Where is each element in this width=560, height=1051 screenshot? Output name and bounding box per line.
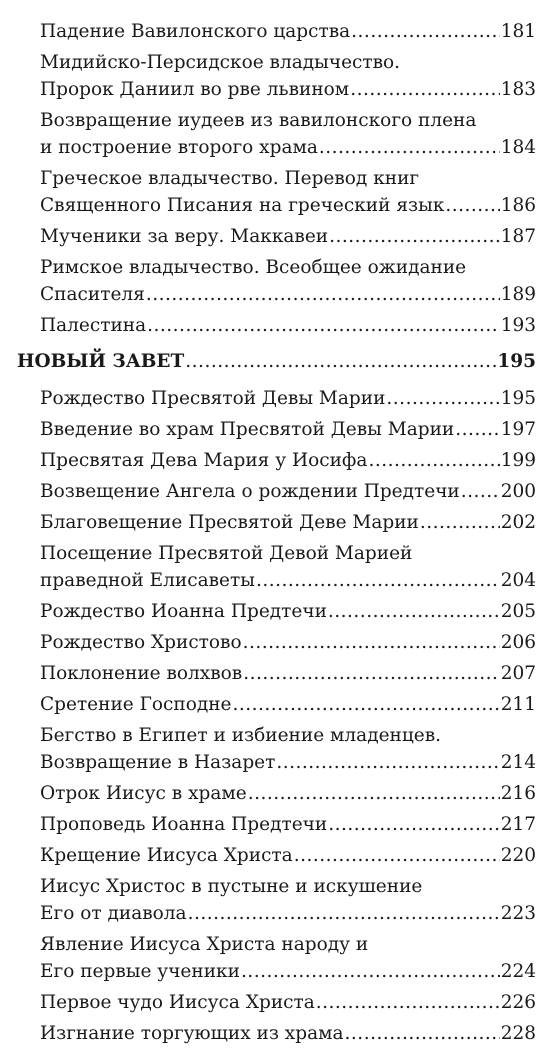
- toc-entry[interactable]: [0, 660, 560, 687]
- toc-entry-title-line: Рождество Иоанна Предтечи: [40, 601, 327, 622]
- toc-entry-title-line: Благовещение Пресвятой Деве Марии: [40, 512, 419, 533]
- toc-entry-title-line: Греческое владычество. Перевод книг: [40, 168, 420, 189]
- dot-leader: [329, 223, 500, 250]
- toc-entry-title-line: НОВЫЙ ЗАВЕТ: [17, 351, 185, 372]
- dot-leader: [147, 312, 500, 339]
- toc-entry-title-line: Рождество Пресвятой Девы Марии: [40, 388, 386, 409]
- toc-entry-title-line: Сретение Господне: [40, 694, 232, 715]
- toc-page-number: 228: [500, 1023, 536, 1044]
- dot-leader: [386, 385, 499, 412]
- toc-page-number: 189: [500, 284, 536, 305]
- toc-entry-last-line: [40, 958, 536, 985]
- toc-entry-last-line: [40, 842, 536, 869]
- toc-entry[interactable]: [0, 873, 560, 927]
- toc-entry[interactable]: [0, 811, 560, 838]
- toc-page-number: 204: [500, 570, 536, 591]
- toc-page-number: 217: [500, 814, 536, 835]
- toc-entry[interactable]: [0, 629, 560, 656]
- toc-page-number: 195: [500, 388, 536, 409]
- toc-entry-last-line: [40, 312, 536, 339]
- dot-leader: [233, 691, 500, 718]
- toc-page-number: 186: [500, 195, 536, 216]
- toc-entry-last-line: [40, 416, 536, 443]
- toc-entry[interactable]: [0, 49, 560, 103]
- toc-entry[interactable]: [0, 931, 560, 985]
- toc-entry-last-line: [40, 478, 536, 505]
- toc-entry-title-line: Его от диавола: [40, 903, 187, 924]
- toc-page-number: 197: [500, 419, 536, 440]
- toc-entry-last-line: [40, 18, 536, 45]
- dot-leader: [276, 749, 499, 776]
- toc-entry-last-line: [40, 691, 536, 718]
- toc-entry[interactable]: [0, 1020, 560, 1047]
- toc-entry-last-line: [40, 598, 536, 625]
- toc-page-number: 211: [500, 694, 536, 715]
- toc-entry-title-line: Первое чудо Иисуса Христа: [40, 992, 315, 1013]
- toc-entry-last-line: [40, 749, 536, 776]
- toc-entry-title-line: Изгнание торгующих из храма: [40, 1023, 344, 1044]
- toc-entry-title-line: Бегство в Египет и избиение младенцев.: [40, 725, 442, 746]
- toc-entry[interactable]: [0, 722, 560, 776]
- toc-entry-last-line: [40, 76, 536, 103]
- dot-leader: [328, 811, 499, 838]
- toc-entry-last-line: [40, 134, 536, 161]
- toc-page-number: 187: [500, 226, 536, 247]
- toc-entry-title-line: Возвращение в Назарет: [40, 752, 276, 773]
- toc-entry-title-line: праведной Елисаветы: [40, 570, 255, 591]
- dot-leader: [328, 598, 500, 625]
- toc-entry-title-line: Проповедь Иоанна Предтечи: [40, 814, 328, 835]
- toc-entry-title-line: Мидийско-Персидское владычество.: [40, 52, 401, 73]
- toc-entry-title-line: Введение во храм Пресвятой Девы Марии: [40, 419, 455, 440]
- toc-entry-title-line: Мученики за веру. Маккавеи: [40, 226, 329, 247]
- toc-page-number: 216: [500, 783, 536, 804]
- toc-entry-last-line: [40, 629, 536, 656]
- toc-entry-last-line: [40, 811, 536, 838]
- dot-leader: [243, 660, 499, 687]
- dot-leader: [243, 629, 500, 656]
- toc-page-number: 195: [497, 351, 536, 372]
- toc-entry-title-line: Поклонение волхвов: [40, 663, 243, 684]
- toc-entry-last-line: [40, 989, 536, 1016]
- toc-entry-last-line: [40, 192, 536, 219]
- toc-page-number: 202: [500, 512, 536, 533]
- toc-entry-title-line: и построение второго храма: [40, 137, 318, 158]
- toc-entry-title-line: Спасителя: [40, 284, 145, 305]
- toc-entry-last-line: [40, 1020, 536, 1047]
- toc-entry[interactable]: [0, 598, 560, 625]
- toc-entry[interactable]: [0, 478, 560, 505]
- toc-entry-title-line: Явление Иисуса Христа народу и: [40, 934, 369, 955]
- dot-leader: [461, 478, 500, 505]
- toc-page-number: 220: [500, 845, 536, 866]
- toc-entry[interactable]: [0, 540, 560, 594]
- toc-entry-title-line: Возвещение Ангела о рождении Предтечи: [40, 481, 460, 502]
- toc-entry-last-line: [40, 509, 536, 536]
- dot-leader: [146, 281, 500, 308]
- toc-entry-title-line: Рождество Христово: [40, 632, 242, 653]
- toc-page-number: 207: [500, 663, 536, 684]
- toc-entry-last-line: [40, 660, 536, 687]
- toc-page-number: 193: [500, 315, 536, 336]
- toc-page-number: 183: [500, 79, 536, 100]
- dot-leader: [368, 447, 499, 474]
- toc-entry[interactable]: [0, 780, 560, 807]
- toc-entry-last-line: [40, 900, 536, 927]
- toc-page-number: 184: [500, 137, 536, 158]
- table-of-contents: [0, 18, 560, 1051]
- toc-entry-last-line: [40, 780, 536, 807]
- toc-entry[interactable]: [0, 223, 560, 250]
- dot-leader: [445, 192, 499, 219]
- dot-leader: [185, 348, 496, 375]
- dot-leader: [319, 134, 500, 161]
- toc-entry-last-line: [40, 223, 536, 250]
- toc-page-number: 206: [500, 632, 536, 653]
- toc-entry[interactable]: [0, 18, 560, 45]
- toc-entry-title-line: Пророк Даниил во рве львином: [40, 79, 350, 100]
- dot-leader: [256, 567, 500, 594]
- dot-leader: [345, 1020, 500, 1047]
- toc-entry[interactable]: [0, 312, 560, 339]
- toc-entry-title-line: Римское владычество. Всеобщее ожидание: [40, 257, 467, 278]
- toc-entry-last-line: [40, 281, 536, 308]
- toc-entry[interactable]: [0, 447, 560, 474]
- toc-entry-title-line: Отрок Иисус в храме: [40, 783, 247, 804]
- toc-entry-title-line: Пресвятая Дева Мария у Иосифа: [40, 450, 368, 471]
- toc-entry-title-line: Возвращение иудеев из вавилонского плена: [40, 110, 477, 131]
- dot-leader: [248, 780, 500, 807]
- dot-leader: [294, 842, 500, 869]
- toc-page-number: 224: [500, 961, 536, 982]
- dot-leader: [188, 900, 500, 927]
- dot-leader: [316, 989, 500, 1016]
- toc-page-number: 223: [500, 903, 536, 924]
- toc-page-number: 205: [500, 601, 536, 622]
- toc-entry[interactable]: [0, 107, 560, 161]
- toc-entry-title-line: Падение Вавилонского царства: [40, 21, 351, 42]
- toc-entry-title-line: Крещение Иисуса Христа: [40, 845, 293, 866]
- toc-entry-last-line: [40, 567, 536, 594]
- toc-section-heading[interactable]: [0, 348, 560, 375]
- toc-entry[interactable]: [0, 416, 560, 443]
- toc-entry[interactable]: [0, 165, 560, 219]
- toc-entry-title-line: Священного Писания на греческий язык: [40, 195, 445, 216]
- toc-entry-last-line: [17, 348, 536, 375]
- toc-entry-title-line: Палестина: [40, 315, 147, 336]
- toc-entry-title-line: Иисус Христос в пустыне и искушение: [40, 876, 423, 897]
- toc-entry-title-line: Его первые ученики: [40, 961, 240, 982]
- toc-page-number: 214: [500, 752, 536, 773]
- toc-entry[interactable]: [0, 842, 560, 869]
- dot-leader: [420, 509, 500, 536]
- toc-entry[interactable]: [0, 509, 560, 536]
- toc-page-number: 181: [500, 21, 536, 42]
- dot-leader: [350, 76, 500, 103]
- toc-entry-last-line: [40, 385, 536, 412]
- toc-entry[interactable]: [0, 385, 560, 412]
- toc-page-number: 226: [500, 992, 536, 1013]
- toc-entry[interactable]: [0, 691, 560, 718]
- toc-page-number: 200: [500, 481, 536, 502]
- toc-entry[interactable]: [0, 989, 560, 1016]
- toc-entry-last-line: [40, 447, 536, 474]
- toc-entry-title-line: Посещение Пресвятой Девой Марией: [40, 543, 413, 564]
- toc-entry[interactable]: [0, 254, 560, 308]
- dot-leader: [455, 416, 499, 443]
- dot-leader: [241, 958, 500, 985]
- toc-page-number: 199: [500, 450, 536, 471]
- dot-leader: [351, 18, 500, 45]
